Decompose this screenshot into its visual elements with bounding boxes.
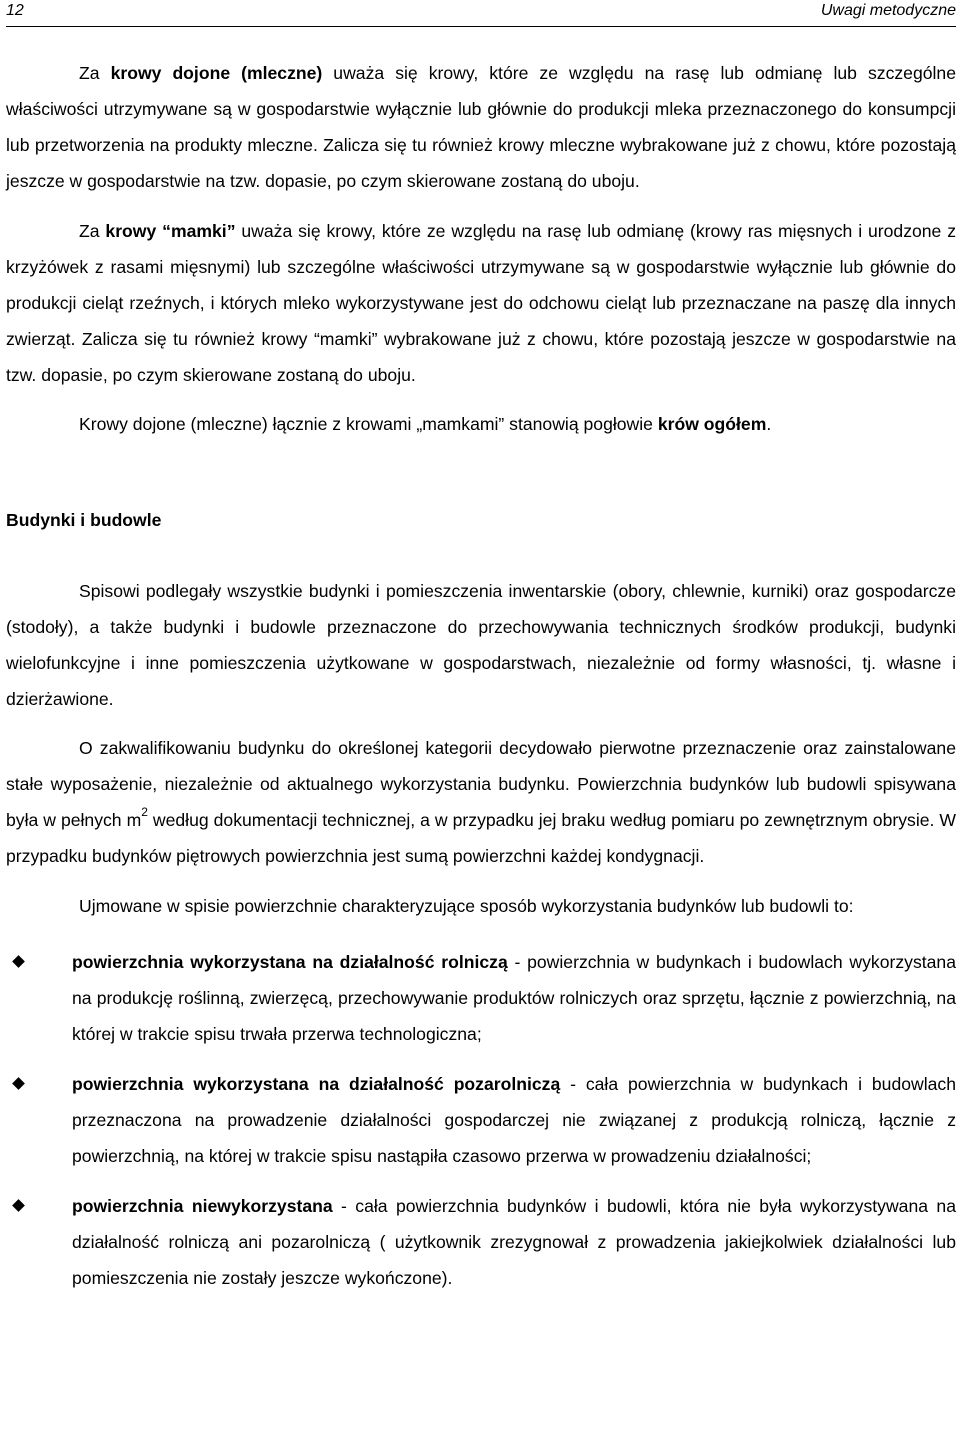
area-types-list [6,944,956,1296]
paragraph-buildings-classification: O zakwalifikowaniu budynku do określonej kategorii decydowało pierwotne przeznaczenie oraz zainstalowane stałe wyposażenie, niezależnie od aktualnego wykorzystania budynku. Powierzchnia budynków lub budowli spisywana była w pełnych $m^2$ według dokumentacji technicznej, a w przypadku jej braku według pomiaru po zewnętrznym obrysie. W przypadku budynków piętrowych powierzchnia jest sumą powierzchni każdej kondygnacji. [6,738,956,866]
paragraph-area-intro: Ujmowane w spisie powierzchnie charakteryzujące sposób wykorzystania budynków lub budowli to: [79,896,854,916]
page-number: 12 [6,2,24,19]
list-item-term: powierzchnia niewykorzystana [72,1196,333,1216]
term-suckler-cows: krowy “mamki” [105,221,236,241]
paragraph-buildings-scope: Spisowi podlegały wszystkie budynki i pomieszczenia inwentarskie (obory, chlewnie, kurniki) oraz gospodarcze (stodoły), a także budynki i budowle przeznaczone do przechowywania technicznych środków produkcji, budynki wielofunkcyjne i inne pomieszczenia użytkowane w gospodarstwach, niezależnie od formy własności, tj. własne i dzierżawione. [6,581,956,709]
diamond-bullet-icon [12,1077,25,1090]
list-item [6,1066,956,1174]
term-cows-total: krów ogółem [657,414,767,434]
list-item [6,944,956,1052]
paragraph-cows-total: Krowy dojone (mleczne) łącznie z krowami „mamkami” stanowią pogłowie krów ogółem. [79,414,772,434]
list-item-text: - powierzchnia w budynkach i budowlach wykorzystana na produkcję roślinną, zwierzęcą, przechowywanie produktów rolniczych oraz sprzętu, łącznie z powierzchnią, na której w trakcie spisu trwała przerwa technologiczna; [72,952,956,1044]
section-heading-buildings: Budynki i budowle [6,510,162,530]
list-item [6,1188,956,1296]
paragraph-dairy-cows: Za krowy dojone (mleczne) uważa się krowy, które ze względu na rasę lub odmianę lub szczególne właściwości utrzymywane są w gospodarstwie wyłącznie lub głównie do produkcji mleka przeznaczonego do konsumpcji lub przetworzenia na produkty mleczne. Zalicza się tu również krowy mleczne wybrakowane już z chowu, które pozostają jeszcze w gospodarstwie na tzw. dopasie, po czym skierowane zostaną do uboju. [6,63,956,191]
page-header [6,0,956,27]
diamond-bullet-icon [12,1199,25,1212]
paragraph-suckler-cows: Za krowy “mamki” uważa się krowy, które ze względu na rasę lub odmianę (krowy ras mięsnych i urodzone z krzyżówek z rasami mięsnymi) lub szczególne właściwości utrzymywane są w gospodarstwie wyłącznie lub głównie do produkcji cieląt rzeźnych, i których mleko wykorzystywane jest do odchowu cieląt lub przeznaczane na paszę dla innych zwierząt. Zalicza się tu również krowy “mamki” wybrakowane już z chowu, które pozostają jeszcze w gospodarstwie na tzw. dopasie, po czym skierowane zostaną do uboju. [6,221,957,385]
document-page [6,0,956,1310]
diamond-bullet-icon [12,955,25,968]
list-item-term: powierzchnia wykorzystana na działalność pozarolniczą [72,1074,561,1094]
list-item-text: - cała powierzchnia w budynkach i budowlach przeznaczona na prowadzenie działalności gospodarczej nie związanej z produkcją rolniczą, łącznie z powierzchnią, na której w trakcie spisu nastąpiła czasowo przerwa w prowadzeniu działalności; [72,1074,956,1166]
list-item-text: - cała powierzchnia budynków i budowli, która nie była wykorzystywana na działalność rolniczą ani pozarolniczą ( użytkownik zrezygnował z prowadzenia jakiejkolwiek działalności lub pomieszczenia nie zostały jeszcze wykończone). [72,1196,956,1288]
superscript-2: 2 [141,805,148,819]
list-item-term: powierzchnia wykorzystana na działalność rolniczą [72,952,508,972]
term-dairy-cows: krowy dojone (mleczne) [110,63,323,83]
section-title: Uwagi metodyczne [820,2,956,19]
